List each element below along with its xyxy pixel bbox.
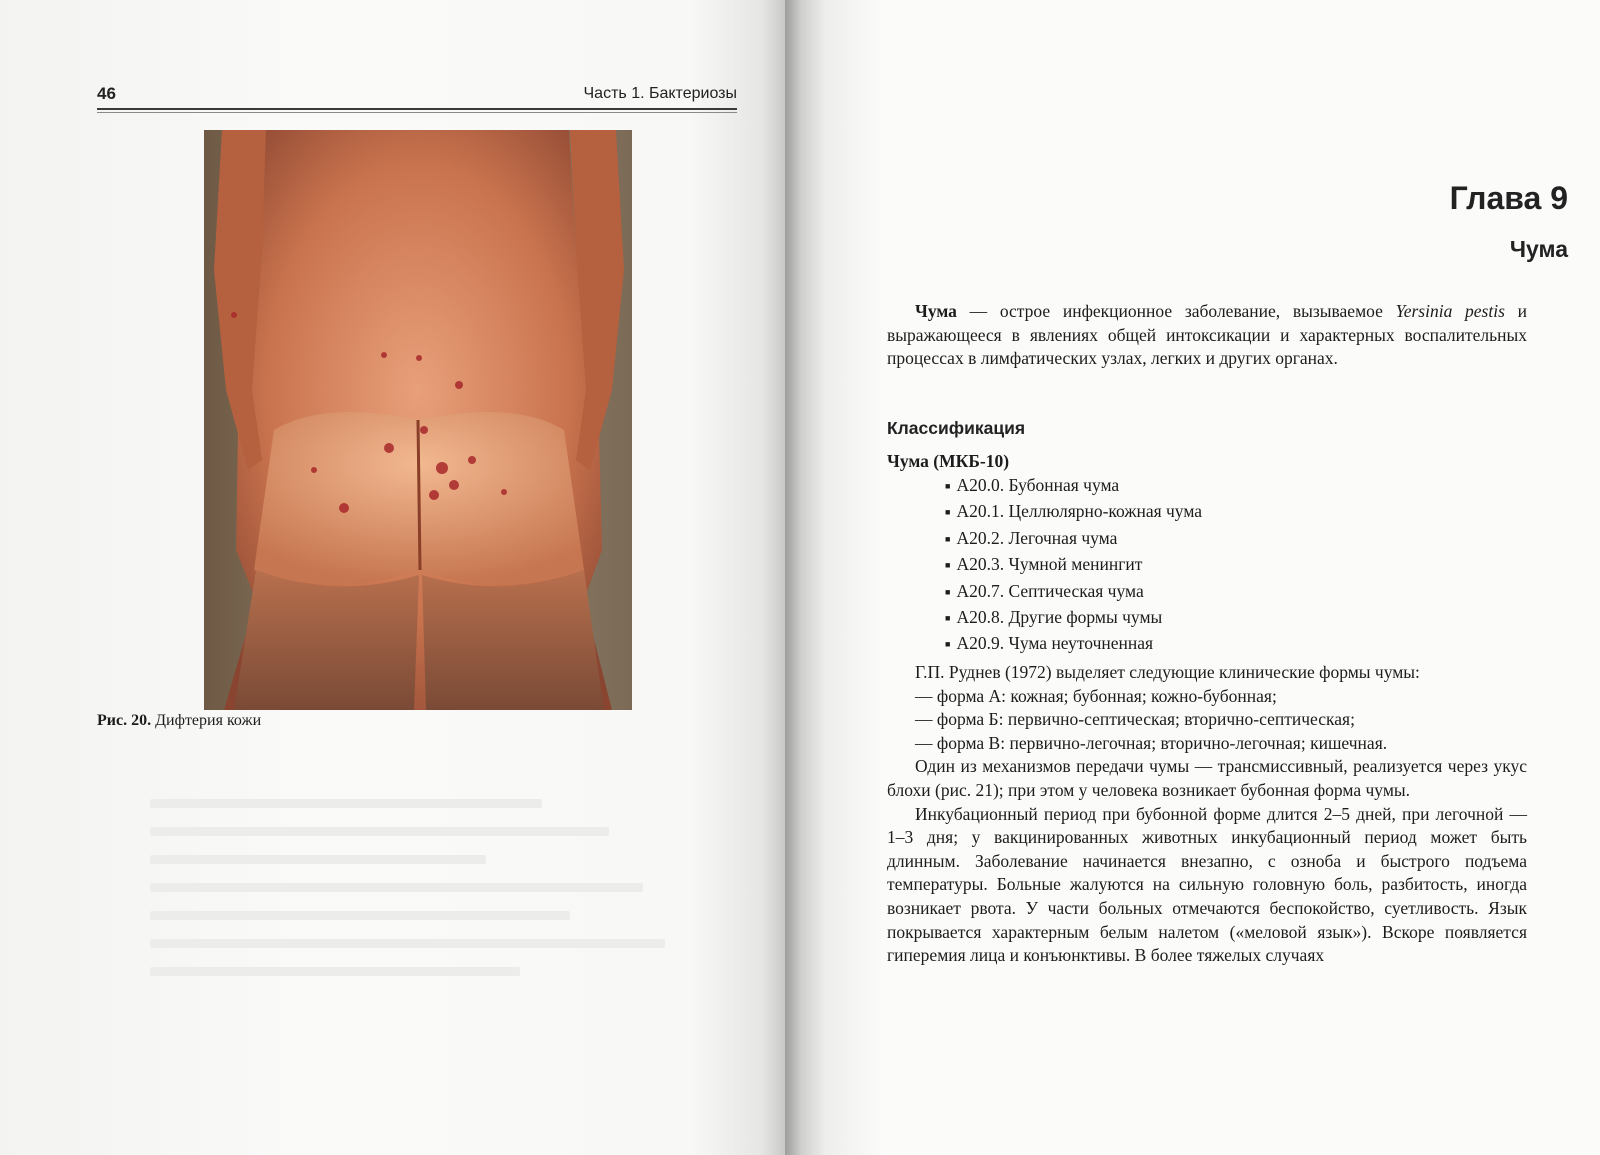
forms-lead: Г.П. Руднев (1972) выделяет следующие клинические формы чумы: bbox=[915, 662, 1420, 682]
intro-paragraph bbox=[887, 300, 1527, 371]
clinical-forms-section bbox=[887, 661, 1527, 968]
right-page bbox=[785, 0, 1600, 1155]
left-page bbox=[0, 0, 785, 1155]
icd-list bbox=[945, 474, 1202, 659]
header-rule bbox=[97, 108, 737, 110]
classification-heading: Классификация bbox=[887, 418, 1026, 438]
figure-illustration bbox=[204, 130, 632, 710]
form-item: — форма В: первично-легочная; вторично-легочная; кишечная. bbox=[915, 732, 1388, 753]
figure-caption bbox=[97, 712, 261, 730]
form-item: — форма А: кожная; бубонная; кожно-бубонная; bbox=[915, 685, 1277, 706]
icd-item: ■ А20.9. Чума неуточненная bbox=[945, 632, 1202, 658]
icd-item: ■ А20.8. Другие формы чумы bbox=[945, 606, 1202, 632]
icd-item: ■ А20.2. Легочная чума bbox=[945, 527, 1202, 553]
chapter-title: Чума bbox=[1509, 236, 1568, 262]
page-number: 46 bbox=[97, 84, 116, 103]
running-title: Часть 1. Бактериозы bbox=[583, 85, 737, 102]
intro-text-2: и выражающееся в явлениях общей интоксикации и характерных воспалительных процессах в лимфатических узлах, легких и других органах. bbox=[887, 301, 1527, 369]
figure-photo bbox=[204, 130, 632, 710]
chapter-label: Глава 9 bbox=[1449, 180, 1568, 216]
running-header bbox=[97, 84, 737, 106]
icd-item: ■ А20.3. Чумной менингит bbox=[945, 553, 1202, 579]
intro-term: Чума bbox=[915, 301, 957, 321]
intro-pathogen: Yersinia pestis bbox=[1395, 301, 1505, 321]
icd-item: ■ А20.0. Бубонная чума bbox=[945, 474, 1202, 500]
form-item: — форма Б: первично-септическая; вторично-септическая; bbox=[915, 709, 1355, 730]
bleed-through-text bbox=[150, 780, 710, 995]
icd-heading: Чума (МКБ-10) bbox=[887, 451, 1010, 471]
icd-item: ■ А20.7. Септическая чума bbox=[945, 580, 1202, 606]
icd-item: ■ А20.1. Целлюлярно-кожная чума bbox=[945, 500, 1202, 526]
incubation-paragraph: Инкубационный период при бубонной форме длится 2–5 дней, при легочной — 1–3 дня; у вакцинированных животных инкубационный период может быть длинным. Заболевание начинается внезапно, с озноба и быстрого подъема температуры. Больные жалуются на сильную головную боль, разбитость, иногда возникает рвота. У части больных отмечаются беспокойство, суетливость. Язык покрывается характерным белым налетом («меловой язык»). Вскоре появляется гиперемия лица и конъюнктивы. В более тяжелых случаях bbox=[887, 803, 1527, 966]
figure-caption-text: Дифтерия кожи bbox=[155, 712, 262, 729]
intro-text-1: — острое инфекционное заболевание, вызываемое bbox=[956, 301, 1396, 321]
transmission-paragraph: Один из механизмов передачи чумы — трансмиссивный, реализуется через укус блохи (рис. 21); при этом у человека возникает бубонная форма чумы. bbox=[887, 756, 1527, 800]
header-rule-thin bbox=[97, 112, 737, 113]
figure-label: Рис. 20. bbox=[97, 712, 152, 729]
